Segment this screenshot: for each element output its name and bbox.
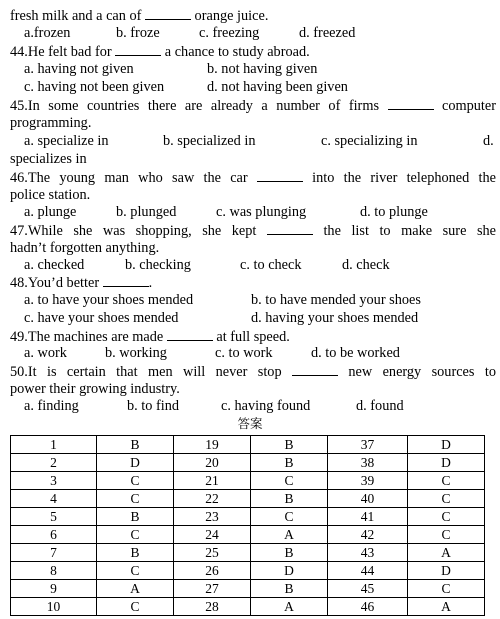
question-number-cell: 8 — [11, 562, 97, 580]
q43-stem-before: fresh milk and a can of — [10, 8, 145, 24]
q49-stem-line — [10, 328, 496, 347]
table-row — [11, 598, 485, 616]
answer-letter-cell: C — [251, 508, 328, 526]
question-number-cell: 4 — [11, 490, 97, 508]
question-number-cell: 3 — [11, 472, 97, 490]
q44-option-d: d. not having been given — [207, 79, 348, 95]
answer-letter-cell: B — [251, 490, 328, 508]
q46-option-c: c. was plunging — [216, 204, 307, 220]
q49-option-c: c. to work — [215, 345, 273, 361]
answer-letter-cell: B — [251, 454, 328, 472]
answer-letter-cell: C — [97, 490, 174, 508]
answer-letter-cell: C — [97, 562, 174, 580]
q45-option-d-text: specializes in — [10, 151, 87, 167]
q48-stem-line — [10, 274, 496, 293]
q45-stem-after: computer — [433, 98, 496, 114]
q47-stem-line2: hadn’t forgotten anything. — [10, 240, 160, 256]
q45-option-d: d. — [483, 133, 494, 149]
answer-blank — [103, 274, 149, 287]
table-row — [11, 580, 485, 598]
question-number-cell: 24 — [174, 526, 251, 544]
question-number-cell: 5 — [11, 508, 97, 526]
answer-letter-cell: B — [251, 580, 328, 598]
answer-blank — [388, 97, 434, 110]
answer-letter-cell: A — [97, 580, 174, 598]
q45-option-b: b. specialized in — [163, 133, 256, 149]
answer-letter-cell: B — [97, 508, 174, 526]
question-number-cell: 20 — [174, 454, 251, 472]
answer-blank — [167, 328, 213, 341]
q48-option-a: a. to have your shoes mended — [24, 292, 194, 308]
answer-letter-cell: C — [97, 598, 174, 616]
q45-option-a: a. specialize in — [24, 133, 109, 149]
q44-option-a: a. having not given — [24, 61, 134, 77]
answer-letter-cell: C — [408, 490, 485, 508]
q47-option-d: d. check — [342, 257, 390, 273]
question-number-cell: 39 — [328, 472, 408, 490]
answer-key-table — [10, 435, 485, 616]
table-row — [11, 562, 485, 580]
answer-letter-cell: A — [251, 598, 328, 616]
q50-stem-after: new energy sources to — [337, 364, 496, 380]
question-number-cell: 2 — [11, 454, 97, 472]
q46-stem-line — [10, 169, 496, 188]
q43-option-a: a.frozen — [24, 25, 71, 41]
q50-stem-before: 50.It is certain that men will never stop — [10, 364, 292, 380]
q47-option-b: b. checking — [125, 257, 191, 273]
q44-option-c: c. having not been given — [24, 79, 165, 95]
q48-stem-before: 48.You’d better — [10, 275, 103, 291]
question-number-cell: 9 — [11, 580, 97, 598]
answer-blank — [267, 222, 313, 235]
q44-stem-line — [10, 43, 496, 62]
q45-stem-before: 45.In some countries there are already a number of firms — [10, 98, 388, 114]
table-row — [11, 508, 485, 526]
q43-option-b: b. froze — [116, 25, 160, 41]
question-number-cell: 10 — [11, 598, 97, 616]
q47-stem-after: the list to make sure she — [312, 223, 496, 239]
question-number-cell: 23 — [174, 508, 251, 526]
q43-option-d: d. freezed — [299, 25, 356, 41]
q49-option-b: b. working — [105, 345, 167, 361]
answer-blank — [145, 7, 191, 20]
q46-stem-before: 46.The young man who saw the car — [10, 170, 257, 186]
answer-letter-cell: A — [408, 598, 485, 616]
answer-blank — [292, 363, 338, 376]
q49-stem-before: 49.The machines are made — [10, 329, 167, 345]
q43-stem-after: orange juice. — [190, 8, 269, 24]
question-number-cell: 43 — [328, 544, 408, 562]
q49-stem-after: at full speed. — [212, 329, 290, 345]
answer-letter-cell: D — [408, 436, 485, 454]
answer-letter-cell: B — [97, 436, 174, 454]
answer-blank — [257, 169, 303, 182]
question-number-cell: 37 — [328, 436, 408, 454]
answer-letter-cell: A — [251, 526, 328, 544]
question-number-cell: 42 — [328, 526, 408, 544]
question-number-cell: 45 — [328, 580, 408, 598]
answer-key-rows — [11, 436, 485, 616]
q47-stem-line — [10, 222, 496, 241]
question-number-cell: 21 — [174, 472, 251, 490]
answer-letter-cell: D — [97, 454, 174, 472]
q44-stem-after: a chance to study abroad. — [161, 44, 310, 60]
q45-stem-line — [10, 97, 496, 116]
answer-letter-cell: D — [408, 562, 485, 580]
q47-option-c: c. to check — [240, 257, 302, 273]
table-row — [11, 436, 485, 454]
answer-letter-cell: B — [251, 544, 328, 562]
q48-option-d: d. having your shoes mended — [251, 310, 419, 326]
q43-option-c: c. freezing — [199, 25, 260, 41]
answer-letter-cell: B — [251, 436, 328, 454]
table-row — [11, 472, 485, 490]
answer-blank — [115, 43, 161, 56]
q50-option-b: b. to find — [127, 398, 180, 414]
answer-letter-cell: A — [408, 544, 485, 562]
q49-option-a: a. work — [24, 345, 67, 361]
answer-letter-cell: D — [251, 562, 328, 580]
answer-letter-cell: C — [408, 472, 485, 490]
question-number-cell: 19 — [174, 436, 251, 454]
question-number-cell: 46 — [328, 598, 408, 616]
question-number-cell: 22 — [174, 490, 251, 508]
table-row — [11, 526, 485, 544]
table-row — [11, 544, 485, 562]
answer-letter-cell: C — [408, 580, 485, 598]
question-number-cell: 41 — [328, 508, 408, 526]
question-number-cell: 7 — [11, 544, 97, 562]
q45-option-c: c. specializing in — [321, 133, 418, 149]
q46-option-d: d. to plunge — [360, 204, 428, 220]
question-number-cell: 1 — [11, 436, 97, 454]
question-number-cell: 26 — [174, 562, 251, 580]
q49-option-d: d. to be worked — [311, 345, 400, 361]
q50-option-c: c. having found — [221, 398, 311, 414]
answer-letter-cell: C — [408, 508, 485, 526]
q50-stem-line — [10, 363, 496, 382]
q46-stem-after: into the river telephoned the — [302, 170, 497, 186]
answer-letter-cell: B — [97, 544, 174, 562]
q44-stem-before: 44.He felt bad for — [10, 44, 116, 60]
question-number-cell: 25 — [174, 544, 251, 562]
q47-stem-before: 47.While she was shopping, she kept — [10, 223, 267, 239]
q48-option-b: b. to have mended your shoes — [251, 292, 421, 308]
answer-letter-cell: C — [251, 472, 328, 490]
q46-option-a: a. plunge — [24, 204, 77, 220]
question-number-cell: 38 — [328, 454, 408, 472]
table-row — [11, 454, 485, 472]
question-number-cell: 44 — [328, 562, 408, 580]
q44-option-b: b. not having given — [207, 61, 318, 77]
question-number-cell: 28 — [174, 598, 251, 616]
q46-stem-line2: police station. — [10, 187, 91, 203]
q50-option-a: a. finding — [24, 398, 79, 414]
answer-letter-cell: C — [97, 526, 174, 544]
question-number-cell: 6 — [11, 526, 97, 544]
table-row — [11, 490, 485, 508]
q45-stem-line2: programming. — [10, 115, 92, 131]
q50-stem-line2: power their growing industry. — [10, 381, 180, 397]
q43-stem-line — [10, 7, 496, 26]
q47-option-a: a. checked — [24, 257, 85, 273]
answer-letter-cell: C — [408, 526, 485, 544]
question-number-cell: 27 — [174, 580, 251, 598]
answer-letter-cell: C — [97, 472, 174, 490]
answer-letter-cell: D — [408, 454, 485, 472]
q46-option-b: b. plunged — [116, 204, 177, 220]
q48-stem-after: . — [148, 275, 153, 291]
answer-key-title: 答案 — [237, 416, 263, 431]
question-number-cell: 40 — [328, 490, 408, 508]
q48-option-c: c. have your shoes mended — [24, 310, 179, 326]
q50-option-d: d. found — [356, 398, 404, 414]
